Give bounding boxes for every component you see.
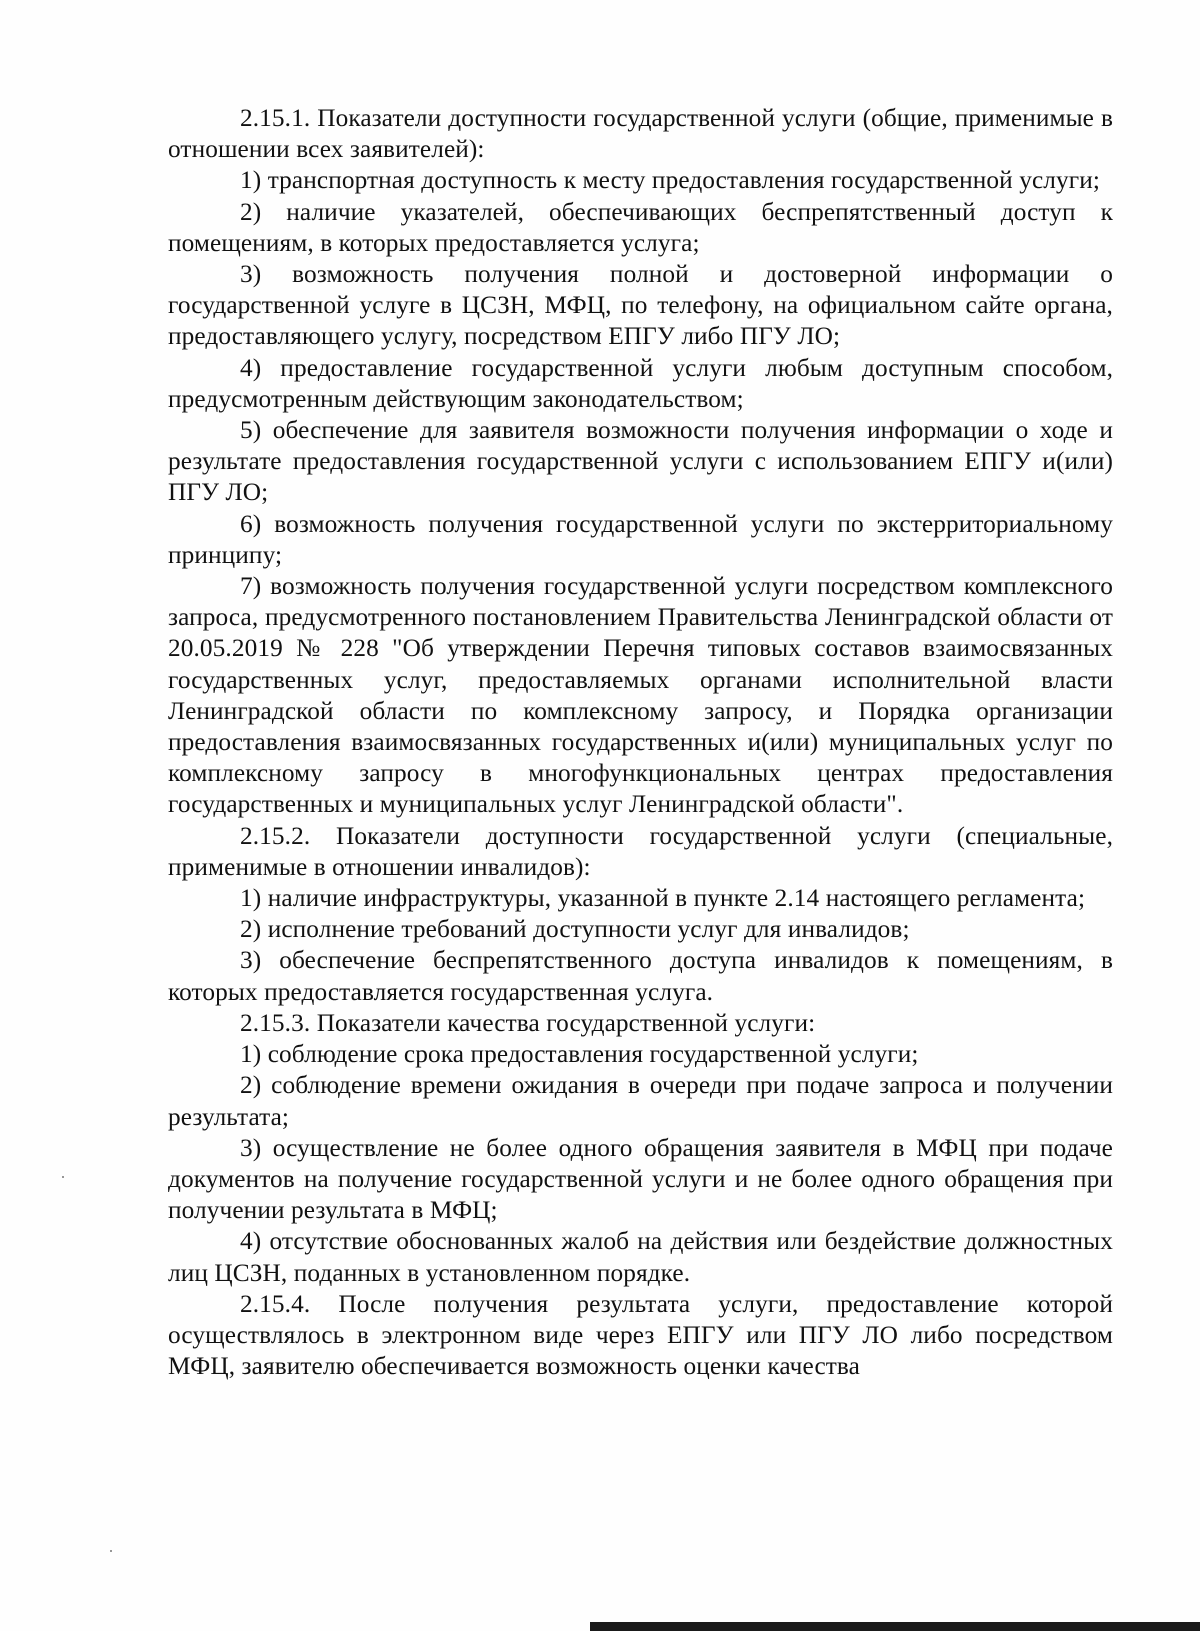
- list-item-3: 3) обеспечение беспрепятственного доступа инвалидов к помещениям, в которых предоставляется государственная услуга.: [168, 946, 1113, 1006]
- list-item-3: 3) осуществление не более одного обращения заявителя в МФЦ при подаче документов на получение государственной услуги и не более одного обращения при получении результата в МФЦ;: [168, 1133, 1113, 1225]
- paragraph-2-15-2: 2.15.2. Показатели доступности государственной услуги (специальные, применимые в отношении инвалидов):: [168, 821, 1113, 881]
- list-item-6: 6) возможность получения государственной услуги по экстерриториальному принципу;: [168, 509, 1113, 569]
- scan-artifact-speck: [110, 1550, 112, 1552]
- list-item-5: 5) обеспечение для заявителя возможности получения информации о ходе и результате предоставления государственной услуги с использованием ЕПГУ и(или) ПГУ ЛО;: [168, 416, 1113, 507]
- list-item-4: 4) отсутствие обоснованных жалоб на действия или бездействие должностных лиц ЦСЗН, поданных в установленном порядке.: [168, 1227, 1113, 1287]
- scan-bottom-edge: [590, 1622, 1200, 1631]
- paragraph-2-15-1: 2.15.1. Показатели доступности государственной услуги (общие, применимые в отношении всех заявителей):: [168, 104, 1113, 164]
- scan-artifact-speck: [62, 1176, 64, 1178]
- list-item-4: 4) предоставление государственной услуги любым доступным способом, предусмотренным действующим законодательством;: [168, 353, 1113, 413]
- list-item-2: 2) исполнение требований доступности услуг для инвалидов;: [240, 915, 910, 944]
- list-item-2: 2) соблюдение времени ожидания в очереди при подаче запроса и получении результата;: [168, 1071, 1113, 1131]
- list-item-7: 7) возможность получения государственной услуги посредством комплексного запроса, предусмотренного постановлением Правительства Ленинградской области от 20.05.2019 № 228 "Об утверждении Перечня типовых составов взаимосвязанных государственных услуг, предоставляемых органами исполнительной власти Ленинградской области по комплексному запросу, и Порядка организации предоставления взаимосвязанных государственных и(или) муниципальных услуг по комплексному запросу в многофункциональных центрах предоставления государственных и муниципальных услуг Ленинградской области".: [168, 572, 1113, 819]
- list-item-2: 2) наличие указателей, обеспечивающих беспрепятственный доступ к помещениям, в которых предоставляется услуга;: [168, 197, 1113, 257]
- paragraph-2-15-4: 2.15.4. После получения результата услуги, предоставление которой осуществлялось в электронном виде через ЕПГУ или ПГУ ЛО либо посредством МФЦ, заявителю обеспечивается возможность оценки качества: [168, 1289, 1113, 1381]
- list-item-1: 1) транспортная доступность к месту предоставления государственной услуги;: [240, 166, 1100, 195]
- list-item-1: 1) наличие инфраструктуры, указанной в пункте 2.14 настоящего регламента;: [240, 884, 1086, 913]
- list-item-1: 1) соблюдение срока предоставления государственной услуги;: [240, 1040, 919, 1069]
- document-body: [168, 103, 1113, 1382]
- paragraph-2-15-3: 2.15.3. Показатели качества государственной услуги:: [240, 1008, 816, 1037]
- list-item-3: 3) возможность получения полной и достоверной информации о государственной услуге в ЦСЗН, МФЦ, по телефону, на официальном сайте органа, предоставляющего услугу, посредством ЕПГУ либо ПГУ ЛО;: [168, 260, 1113, 351]
